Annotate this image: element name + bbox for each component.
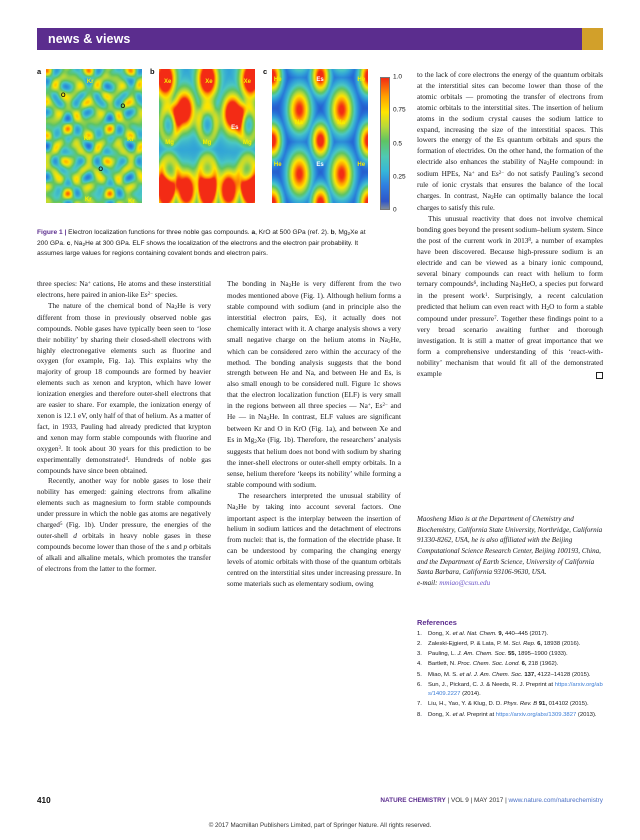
atom-label-kr: Kr bbox=[127, 137, 134, 144]
author-email-link[interactable]: mmiao@csun.edu bbox=[439, 578, 491, 587]
reference-number: 7. bbox=[417, 701, 422, 708]
copyright-line: © 2017 Macmillan Publishers Limited, part of Springer Nature. All rights reserved. bbox=[208, 822, 432, 829]
references-heading: References bbox=[417, 618, 457, 627]
figure-panel-a bbox=[37, 68, 142, 203]
reference-number: 4. bbox=[417, 661, 422, 668]
header-accent-block bbox=[582, 28, 603, 50]
panel-letter-a: a bbox=[37, 67, 42, 76]
paragraph: three species: Na+ cations, He atoms and these insterstitial electrons, here paired in anion-like $Es^{2-}$ species. bbox=[37, 279, 211, 299]
reference-number: 3. bbox=[417, 651, 422, 658]
elf-map-kro bbox=[46, 69, 142, 203]
atom-label-na: Na bbox=[337, 119, 345, 126]
paragraph: The researchers interpreted the unusual stability of $Na_2He$ by taking into account several factors. One important aspect is the interplay between the insertion of helium in sodium lattices and the detachment of electrons from nuclei: that is, the formation of the electride phase. It can be understood by comparing the changing energy levels of atomic orbitals with those of the quantum orbitals centred on the interstitial sites under increasing pressure. In some materials such as elementary sodium, owing bbox=[227, 490, 401, 588]
figure-1 bbox=[37, 67, 406, 214]
reference-number: 2. bbox=[417, 641, 422, 648]
footer-url[interactable]: www.nature.com/naturechemistry bbox=[508, 797, 603, 804]
atom-label-kr: Kr bbox=[86, 79, 94, 86]
reference-item: 6. Sun, J., Pickard, C. J. & Needs, R. J. Preprint at https://arxiv.org/abs/1409.2227 (2014). bbox=[417, 681, 603, 698]
colorbar-tick: 0 bbox=[393, 206, 397, 214]
reference-number: 5. bbox=[417, 671, 422, 678]
elf-canvas bbox=[159, 69, 255, 203]
body-column-2 bbox=[227, 279, 401, 590]
atom-label-es: Es bbox=[231, 124, 239, 131]
colorbar-tick-labels bbox=[393, 73, 419, 214]
reference-item: 2. Zaleski-Ejgierd, P. & Lata, P. M. Sci. Rep. 6, 18938 (2016). bbox=[417, 640, 607, 650]
atom-label-xe: Xe bbox=[243, 79, 251, 86]
atom-label-o: O bbox=[98, 166, 104, 173]
colorbar-tick: 0.75 bbox=[393, 106, 406, 114]
atom-label-kr: Kr bbox=[83, 135, 91, 142]
panel-letter-c: c bbox=[263, 67, 268, 76]
figure-panel-row bbox=[37, 67, 406, 214]
section-header-band bbox=[37, 28, 603, 50]
atom-label-xe: Xe bbox=[163, 79, 172, 86]
footer-volume-info: | VOL 9 | MAY 2017 | bbox=[447, 797, 507, 804]
reference-item: 3. Pauling, L. J. Am. Chem. Soc. 55, 1895–1900 (1933). bbox=[417, 650, 607, 660]
reference-number: 8. bbox=[417, 711, 422, 718]
atom-label-he: He bbox=[273, 162, 282, 169]
page-number: 410 bbox=[37, 796, 51, 805]
reference-number: 1. bbox=[417, 631, 422, 637]
references-list bbox=[417, 630, 607, 720]
atom-label-o: O bbox=[60, 92, 66, 99]
atom-label-na: Na bbox=[295, 119, 303, 126]
footer-journal-line bbox=[380, 797, 603, 804]
atom-label-mg: Mg bbox=[242, 139, 252, 146]
figure-panel-c bbox=[263, 68, 368, 203]
references-section bbox=[417, 618, 607, 721]
author-affiliation-text: Maosheng Miao is at the Department of Chemistry and Biochemistry, California State University, Northridge, California 91330-8262, USA, he is also affiliated with the Beijing Computational Science Research Center, Beijing 100193, China, and the Department of Earth Science, University of California Santa Barbara, California 93106-9630, USA. e-mail: bbox=[417, 515, 603, 587]
colorbar-group bbox=[380, 68, 419, 214]
elf-canvas bbox=[272, 69, 368, 203]
footer-journal-name: NATURE CHEMISTRY bbox=[380, 797, 446, 804]
colorbar-tick: 0.5 bbox=[393, 140, 403, 147]
atom-label-kr: Kr bbox=[128, 198, 135, 203]
reference-item: 4. Bartlett, N. Proc. Chem. Soc. Lond. 6, 218 (1962). bbox=[417, 660, 607, 670]
section-title: news & views bbox=[48, 32, 131, 46]
reference-item: 8. Dong, X. et al. Preprint at https://arxiv.org/abs/1309.3827 (2013). bbox=[417, 711, 607, 721]
atom-label-mg: Mg bbox=[165, 139, 174, 146]
atom-label-kr: Kr bbox=[84, 197, 92, 203]
reference-item: 1. Dong, X. et al. Nat. Chem. 9, 440–445 (2017). bbox=[417, 630, 607, 640]
author-affiliation-note bbox=[417, 514, 603, 588]
paragraph: Recently, another way for noble gases to lose their nobility has emerged: gaining electrons from alkaline elements such as magnesium to form stable compounds under pressure in which the noble gas atoms are negatively charged$^5$ (Fig. 1b). Under pressure, the energies of the outer-shell d orbitals in heavy noble gases in these compounds become lower than those of the s and p orbitals of alkali and alkaline metals, which promotes the transfer of electrons from the latter to the former. bbox=[37, 476, 211, 573]
atom-label-he: He bbox=[273, 76, 282, 83]
atom-label-o: O bbox=[120, 103, 126, 110]
body-column-3 bbox=[417, 70, 603, 380]
paragraph: This unusual reactivity that does not involve chemical bonding goes beyond the present sodium–helium system. Since the post of the current work in 2013$^8$, a number of examples have been discovered. Because high-pressure sodium is an electride and can be viewed as a binary ionic compound, several binary compounds can react with helium to form ternary compounds$^6$, including $Na_2HeO$, a species put forward in the present work$^1$. Surprisingly, a recent calculation predicted that helium can even react with $H_2O$ to form a stable compound under pressure$^7$. Together these findings point to a very broad scenario awaiting further and thorough investigation. It is still a matter of great importance that we form a comprehensive understanding of this ‘react-with-nobility’ mechanism that would fit all of the demonstrated example bbox=[417, 213, 603, 378]
colorbar-tick: 1.0 bbox=[393, 73, 403, 81]
atom-label-es: Es bbox=[316, 76, 324, 83]
paragraph: The nature of the chemical bond of $Na_2He$ is very different from those in previously observed noble gas compounds. Noble gases have typically been seen to ‘lose their nobility’ by sharing their closed-shell electrons with highly electronegative elements such as fluorine and oxygen (for example, Fig. 1a). This explains why the majority of group 18 compounds are formed by heavier elements such as xenon and krypton, which have lower ionization energies and therefore outer-shell electrons that are easier to share. For example, the ionization energy of xenon is 12.1 eV, only half of that of helium. As a matter of fact, in 1933, Pauling had already predicted that krypton and xenon may form stable compounds with fluorine and oxygen$^3$. It took about 30 years for this prediction to be experimentally demonstrated$^4$. Hundreds of noble gas compounds have since been obtained. bbox=[37, 300, 211, 475]
elf-colorbar bbox=[380, 77, 390, 210]
reference-number: 6. bbox=[417, 681, 422, 688]
elf-map-na2he bbox=[272, 69, 368, 203]
colorbar-tick: 0.25 bbox=[393, 173, 406, 181]
figure-caption-label: Figure 1 | bbox=[37, 229, 67, 236]
figure-panel-b bbox=[150, 68, 255, 203]
reference-item: 7. Liu, H., Yao, Y. & Klug, D. D. Phys. Rev. B 91, 014102 (2015). bbox=[417, 700, 607, 710]
atom-label-mg: Mg bbox=[202, 139, 212, 146]
end-of-article-mark bbox=[596, 372, 603, 379]
paragraph: to the lack of core electrons the energy of the quantum orbitals at the interstitial sites can become lower than those of the atomic orbitals — promoting the transfer of electrons from atomic orbitals to the interstitial sites. The insertion of helium atoms in the sodium crystal causes the sodium lattice to expand, increasing the size of the interstitial spaces. This lowers the energy of the Es quantum orbitals and spurs the formation of electrides. On the other hand, the formation of the electride also enhances the stability of $Na_2He$ compound: in sodium HPEs, Na+ and $Es^{2-}$ do not satisfy Pauling’s second rule of ionic crystals that ensures the balance of the local charges. In contrast, $Na_2He$ can optimally balance the local charges to satisfy this rule. bbox=[417, 70, 603, 213]
figure-caption bbox=[37, 228, 369, 260]
atom-label-he: He bbox=[357, 76, 366, 83]
paragraph: The bonding in $Na_2He$ is very different from the two modes mentioned above (Fig. 1). Although helium forms a stable compound with sodium (and in principle also the interstitial electron pairs, Es), it actually does not chemically interact with it. A charge analysis shows a very small negative charge on the helium atoms in $Na_2He$, which can be considered zero within the accuracy of the method. The bonding analysis suggests that the bond strength between He and Na, and between He and Es, is also small enough to be considered null. Figure 1c shows that the electron localization function (ELF) is very small in the regions between all three species — Na+, $Es^{2-}$ and He — in $Na_2He$. In contrast, ELF values are significant between Kr and O in KrO (Fig. 1a), and between Xe and Es in $Mg_2Xe$ (Fig. 1b). Therefore, the researchers’ analysis suggests that helium does not bond with sodium by sharing the inner-shell electrons or outer-shell empty orbitals. In a sense, helium therefore ‘keeps its nobility’ while forming a stable compound with sodium. bbox=[227, 279, 401, 489]
panel-letter-b: b bbox=[150, 67, 155, 76]
body-column-1 bbox=[37, 279, 211, 575]
reference-item: 5. Miao, M. S. et al. J. Am. Chem. Soc. 137, 4122–14128 (2015). bbox=[417, 671, 607, 681]
atom-label-es: Es bbox=[316, 162, 324, 169]
elf-canvas bbox=[46, 69, 142, 203]
atom-label-xe: Xe bbox=[205, 79, 213, 86]
figure-caption-text: Electron localization functions for three noble gas compounds. a, KrO at 500 GPa (ref. 2). b, $Mg_2Xe$ at 200 GPa. c, $Na_2He$ at 300 GPa. ELF shows the localization of the electrons and the electron pair probability. It assumes large values for regions containing covalent bonds and electron pairs. bbox=[37, 229, 366, 258]
atom-label-he: He bbox=[357, 162, 366, 169]
elf-map-mg2xe bbox=[159, 69, 255, 203]
